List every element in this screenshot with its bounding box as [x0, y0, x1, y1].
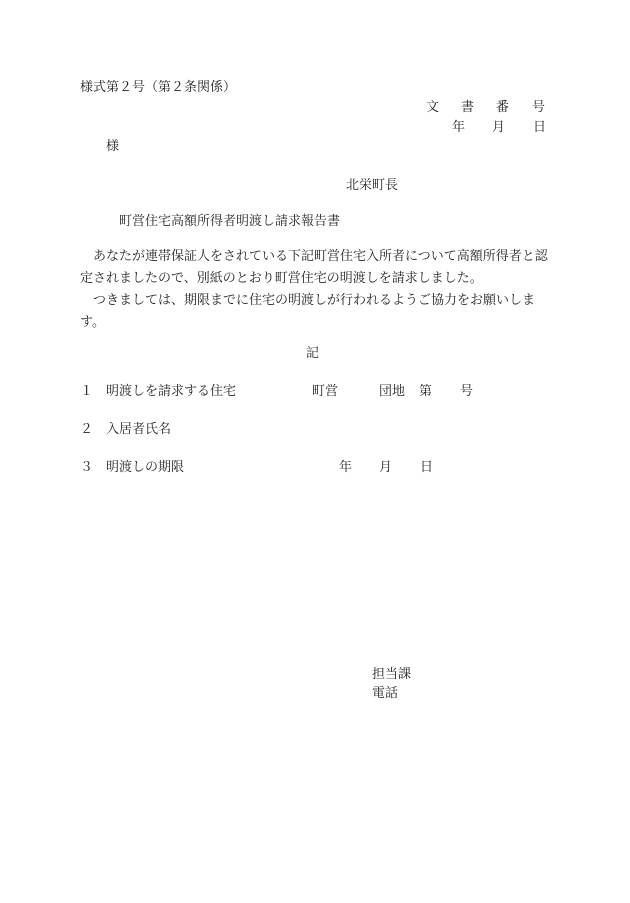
item-number: ３ — [80, 460, 94, 475]
item-field-month: 月 — [379, 460, 393, 475]
document-title: 町営住宅高額所得者明渡し請求報告書 — [119, 214, 341, 229]
contact-phone: 電話 — [372, 686, 399, 701]
date-year: 年 — [452, 120, 466, 135]
doc-number-char: 号 — [532, 100, 546, 115]
date-month: 月 — [492, 120, 506, 135]
item-label: 入居者氏名 — [106, 422, 172, 437]
item-number: １ — [80, 384, 94, 399]
contact-department: 担当課 — [372, 667, 412, 682]
ki-heading: 記 — [306, 346, 320, 361]
item-number: ２ — [80, 422, 94, 437]
addressee-suffix: 様 — [106, 139, 120, 154]
item-label: 明渡しの期限 — [106, 460, 185, 475]
sender: 北栄町長 — [346, 178, 399, 193]
doc-number-char: 番 — [496, 100, 510, 115]
item-field-town: 町営 — [312, 384, 339, 399]
item-field-complex: 団地 — [379, 384, 406, 399]
body-text — [80, 246, 550, 334]
body-paragraph: つきましては、期限までに住宅の明渡しが行われるようご協力をお願いします。 — [80, 293, 536, 330]
body-paragraph: あなたが連帯保証人をされている下記町営住宅入所者について高額所得者と認定されましたので、別紙のとおり町営住宅の明渡しを請求しました。 — [80, 249, 548, 286]
item-field-go: 号 — [460, 384, 474, 399]
item-label: 明渡しを請求する住宅 — [106, 384, 237, 399]
date-day: 日 — [533, 120, 547, 135]
item-field-year: 年 — [339, 460, 353, 475]
doc-number-char: 書 — [461, 100, 475, 115]
item-field-dai: 第 — [419, 384, 433, 399]
item-field-day: 日 — [420, 460, 434, 475]
form-number: 様式第２号（第２条関係） — [80, 80, 237, 95]
doc-number-char: 文 — [426, 100, 440, 115]
